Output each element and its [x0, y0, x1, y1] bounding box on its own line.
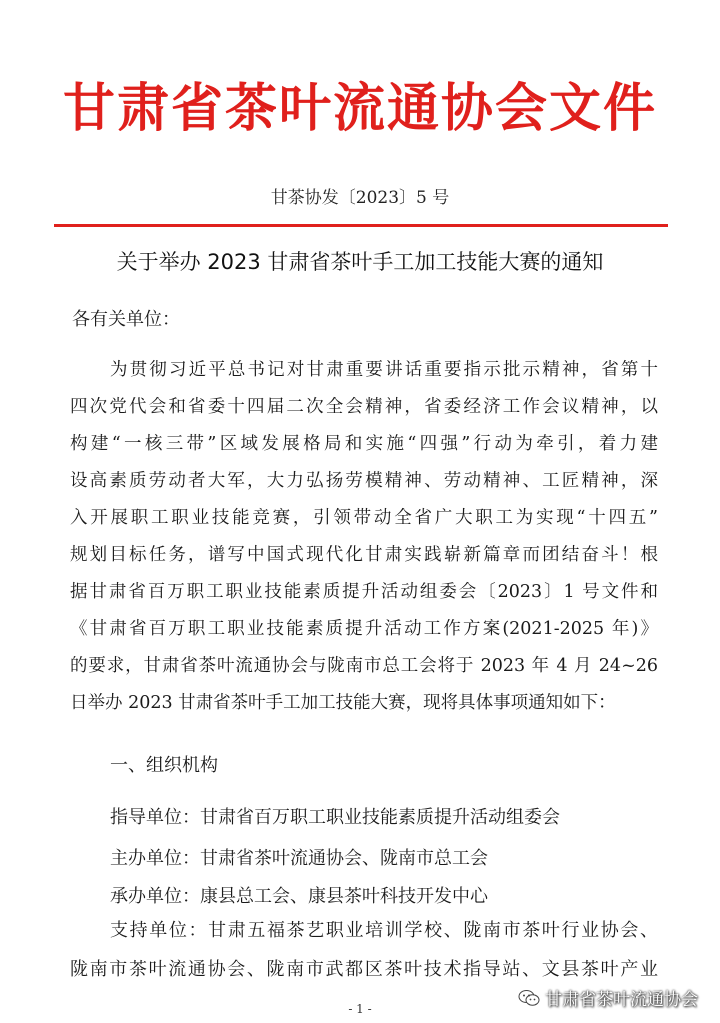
body-line: 入开展职工职业技能竞赛，引领带动全省广大职工为实现“十四五”: [70, 508, 658, 528]
document-number: 甘茶协发〔2023〕5 号: [270, 188, 450, 208]
wechat-watermark: [518, 985, 698, 1010]
org-line-host: 主办单位：甘肃省茶叶流通协会、陇南市总工会: [110, 848, 488, 869]
wechat-icon: [518, 989, 540, 1007]
body-line: 日举办 2023 甘肃省茶叶手工加工技能大赛，现将具体事项通知如下：: [70, 693, 616, 713]
org-line-support: 支持单位：甘肃五福茶艺职业培训学校、陇南市茶叶行业协会、: [110, 920, 658, 941]
body-line: 设高素质劳动者大军，大力弘扬劳模精神、劳动精神、工匠精神，深: [70, 471, 658, 491]
watermark-text: 甘肃省茶叶流通协会: [545, 990, 698, 1010]
org-line-organizer: 承办单位：康县总工会、康县茶叶科技开发中心: [110, 886, 488, 907]
body-line: 的要求，甘肃省茶叶流通协会与陇南市总工会将于 2023 年 4 月 24~26: [70, 656, 658, 676]
body-line: 为贯彻习近平总书记对甘肃重要讲话重要指示批示精神，省第十: [110, 360, 658, 380]
red-divider-line: [54, 224, 668, 227]
document-header-title: 甘肃省茶叶流通协会文件: [62, 78, 657, 139]
body-line: 四次党代会和省委十四届二次全会精神，省委经济工作会议精神，以: [70, 397, 658, 417]
body-line: 据甘肃省百万职工职业技能素质提升活动组委会〔2023〕1 号文件和: [70, 582, 658, 602]
org-line-support-continued: 陇南市茶叶流通协会、陇南市武都区茶叶技术指导站、文县茶叶产业: [70, 959, 658, 980]
body-line: 《甘肃省百万职工职业技能素质提升活动工作方案(2021-2025 年)》: [70, 619, 658, 639]
body-line: 规划目标任务，谱写中国式现代化甘肃实践崭新篇章而团结奋斗！根: [70, 545, 658, 565]
salutation: 各有关单位：: [72, 309, 180, 330]
section-heading-organization: 一、组织机构: [110, 755, 218, 776]
body-line: 构建“一核三带”区域发展格局和实施“四强”行动为牵引，着力建: [70, 434, 658, 454]
notice-title: 关于举办 2023 甘肃省茶叶手工加工技能大赛的通知: [116, 250, 604, 274]
org-line-guidance: 指导单位：甘肃省百万职工职业技能素质提升活动组委会: [110, 807, 560, 828]
page-number: - 1 -: [348, 1002, 372, 1016]
